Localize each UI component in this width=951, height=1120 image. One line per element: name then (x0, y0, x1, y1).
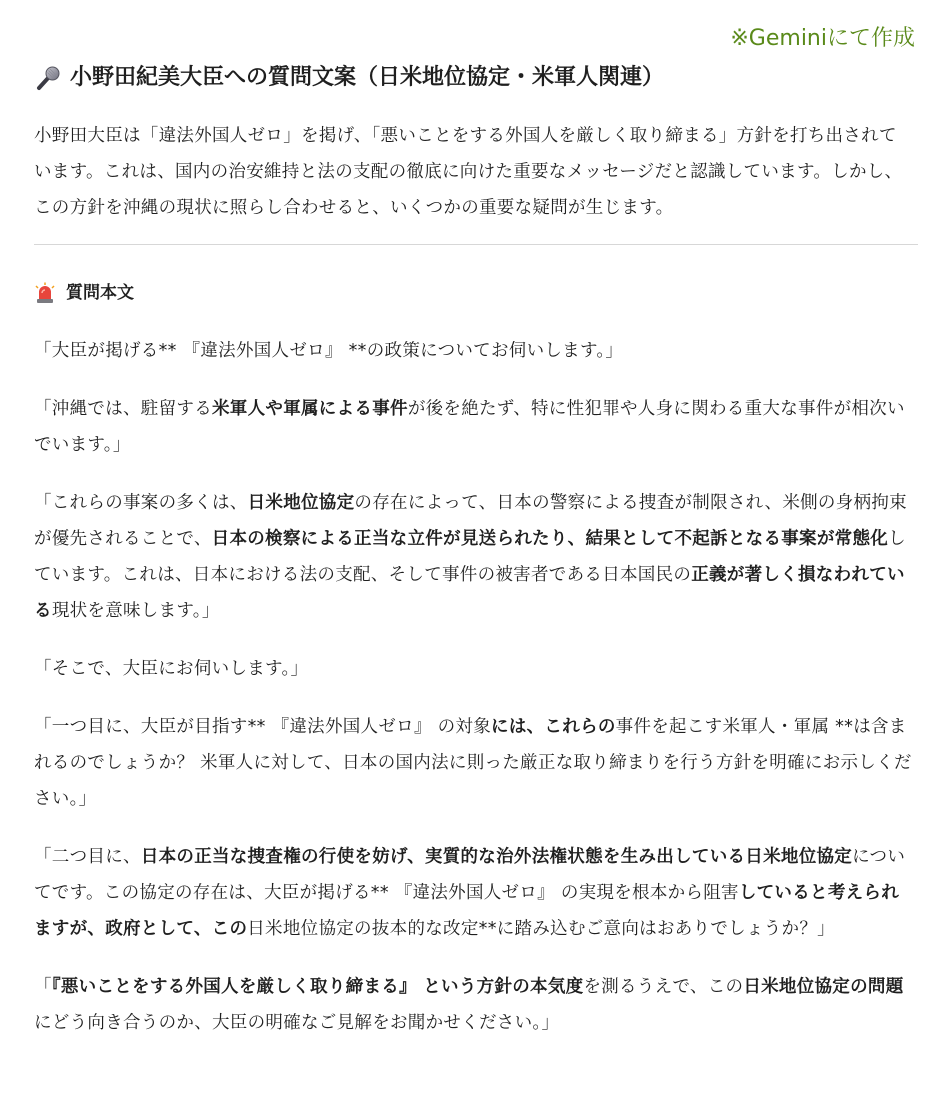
microphone-icon (34, 64, 62, 92)
bold-segment: 『悪いことをする外国人を厳しく取り締まる』 という方針の本気度 (51, 977, 584, 997)
question-paragraph (34, 485, 914, 629)
text-segment: 「沖縄では、駐留する (34, 399, 212, 419)
text-segment: 「そこで、大臣にお伺いします。」 (34, 659, 309, 679)
page-title (34, 60, 914, 96)
text-segment: しています。これは、日本における法の支配、そして事件の被害者である日本国民の (34, 529, 906, 585)
intro-paragraph: 小野田大臣は「違法外国人ゼロ」を掲げ、「悪いことをする外国人を厳しく取り締まる」方針を打ち出されています。これは、国内の治安維持と法の支配の徹底に向けた重要なメッセージだと認識しています。しかし、この方針を沖縄の現状に照らし合わせると、いくつかの重要な疑問が生じます。 (34, 126, 903, 218)
bold-segment: 日米地位協定の問題 (743, 977, 904, 997)
question-paragraph (34, 333, 914, 369)
bold-segment: 日本の正当な捜査権の行使を妨げ、実質的な治外法権状態を生み出している日米地位協定 (140, 847, 853, 867)
question-paragraph (34, 651, 914, 687)
text-segment: 現状を意味します。」 (51, 601, 220, 621)
text-segment: 「二つ目に、 (34, 847, 141, 867)
bold-segment: していると考えられますが、政府として、この (34, 883, 900, 939)
text-segment: 「一つ目に、大臣が目指す** 『違法外国人ゼロ』 の対象 (34, 717, 492, 737)
divider (34, 244, 918, 245)
page-title-text: 小野田紀美大臣への質問文案（日米地位協定・米軍人関連） (70, 65, 665, 90)
text-segment: 「 (34, 977, 52, 997)
bold-segment: 米軍人や軍属による事件 (212, 399, 408, 419)
siren-icon (34, 282, 56, 304)
bold-segment: 日米地位協定 (247, 493, 355, 513)
text-segment: 「これらの事案の多くは、 (34, 493, 248, 513)
text-segment: 事件を起こす米軍人・軍属 **は含まれるのでしょうか？ 米軍人に対して、日本の国内法に則った厳正な取り締まりを行う方針を明確にお示しください。」 (34, 717, 912, 809)
section-heading-text: 質問本文 (66, 283, 134, 303)
section-heading (34, 279, 914, 307)
text-segment: 日米地位協定の抜本的な改定**に踏み込むご意向はおありでしょうか？」 (247, 919, 835, 939)
text-segment: についてです。この協定の存在は、大臣が掲げる** 『違法外国人ゼロ』 の実現を根本から阻害 (34, 847, 906, 903)
text-segment: 「大臣が掲げる** 『違法外国人ゼロ』 **の政策についてお伺いします。」 (34, 341, 624, 361)
watermark-label: ※Geminiにて作成 (730, 26, 915, 51)
question-paragraph (34, 391, 914, 463)
question-paragraph (34, 839, 914, 947)
bold-segment: 正義が著しく損なわれている (34, 565, 905, 621)
bold-segment: には、これらの (491, 717, 616, 737)
text-segment: が後を絶たず、特に性犯罪や人身に関わる重大な事件が相次いでいます。」 (34, 399, 905, 455)
text-segment: の存在によって、日本の警察による捜査が制限され、米側の身柄拘束が優先されることで、 (34, 493, 907, 549)
question-paragraph (34, 969, 914, 1041)
bold-segment: 日本の検察による正当な立件が見送られたり、結果として不起訴となる事案が常態化 (211, 529, 889, 549)
document-body (34, 60, 914, 1041)
text-segment: にどう向き合うのか、大臣の明確なご見解をお聞かせください。」 (34, 1013, 560, 1033)
question-paragraph (34, 709, 914, 817)
text-segment: を測るうえで、この (583, 977, 744, 997)
